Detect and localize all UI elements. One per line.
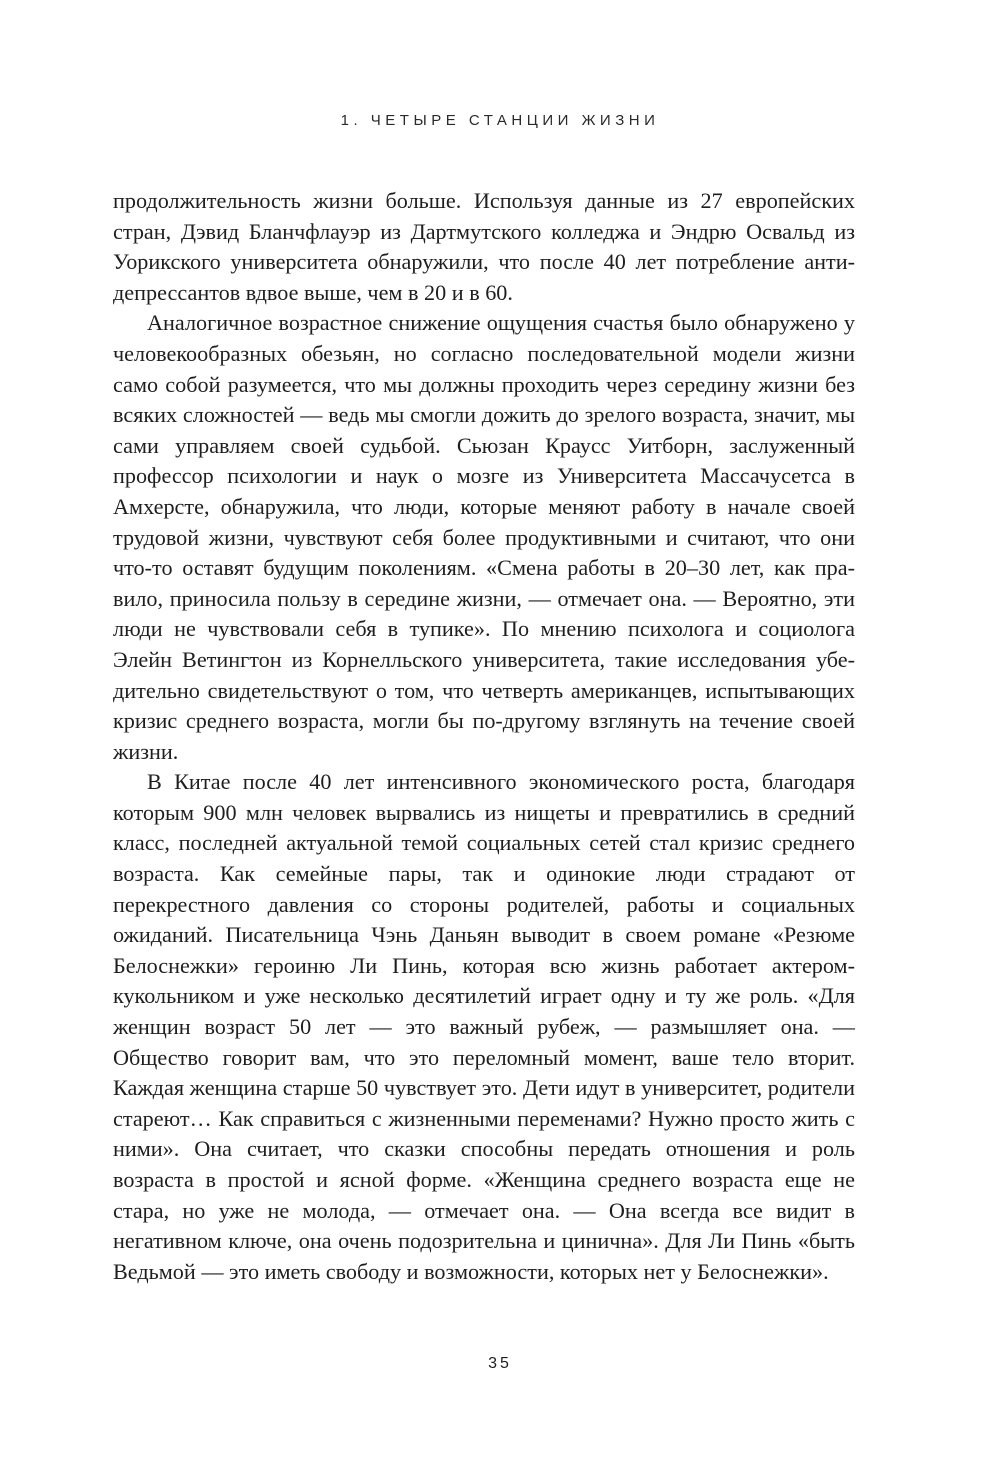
paragraph-china-midlife: В Китае после 40 лет интенсивного экономического роста, благодаря которым 900 млн человек вырвались из нищеты и превратились в средний класс, последней актуальной темой социальных сетей стал кризис среднего возраста. Как семейные пары, так и одинокие люди страдают от перекрестного давления со стороны родителей, работы и социальных ожиданий. Писательница Чэнь Даньян выводит в своем романе «Резюме Белоснежки» героиню Ли Пинь, которая всю жизнь работает актером-кукольником и уже несколько десятилетий играет одну и ту же роль. «Для женщин возраст 50 лет — это важный рубеж, — размышляет она. — Общество говорит вам, что это переломный момент, ваше тело вторит. Каждая женщина старше 50 чувствует это. Дети идут в университет, родители стареют… Как справиться с жизненными переменами? Нужно просто жить с ними». Она считает, что сказки способны передать отношения и роль возраста в простой и ясной форме. «Женщина среднего возраста еще не стара, но уже не молода, — отмечает она. — Она всегда все видит в негативном ключе, она очень подозрительна и цинична». Для Ли Пинь «быть Ведьмой — это иметь свободу и возможности, которых нет у Белоснежки». xyxy=(113,769,855,1284)
running-header: 1. ЧЕТЫРЕ СТАНЦИИ ЖИЗНИ xyxy=(340,112,660,129)
paragraph-continued: продолжительность жизни больше. Используя данные из 27 европейских стран, Дэвид Бланчфлауэр из Дартмутского колледжа и Эндрю Освальд из Уорикского университета обнаружили, что после 40 лет потребление антидепрессантов вдвое выше, чем в 20 и в 60. xyxy=(113,188,855,305)
body-text xyxy=(113,186,855,1287)
paragraph-apes-midlife: Аналогичное возрастное снижение ощущения счастья было обнаружено у человекообразных обезьян, но согласно последовательной модели жизни само собой разумеется, что мы должны проходить через середину жизни без всяких сложностей — ведь мы смогли дожить до зрелого возраста, значит, мы сами управляем своей судьбой. Сьюзан Краусс Уитборн, заслуженный профессор психологии и наук о мозге из Университета Массачусетса в Амхерсте, обнаружила, что люди, которые меняют работу в начале своей трудовой жизни, чувствуют себя более продуктивными и считают, что они что-то оставят будущим поколениям. «Смена работы в 20–30 лет, как правило, приносила пользу в середине жизни, — отмечает она. — Вероятно, эти люди не чувствовали себя в тупике». По мнению психолога и социолога Элейн Ветингтон из Корнелльского университета, такие исследования убедительно свидетельствуют о том, что четверть американцев, испытывающих кризис среднего возраста, могли бы по-другому взглянуть на течение своей жизни. xyxy=(113,310,855,764)
page-number: 35 xyxy=(488,1355,512,1372)
